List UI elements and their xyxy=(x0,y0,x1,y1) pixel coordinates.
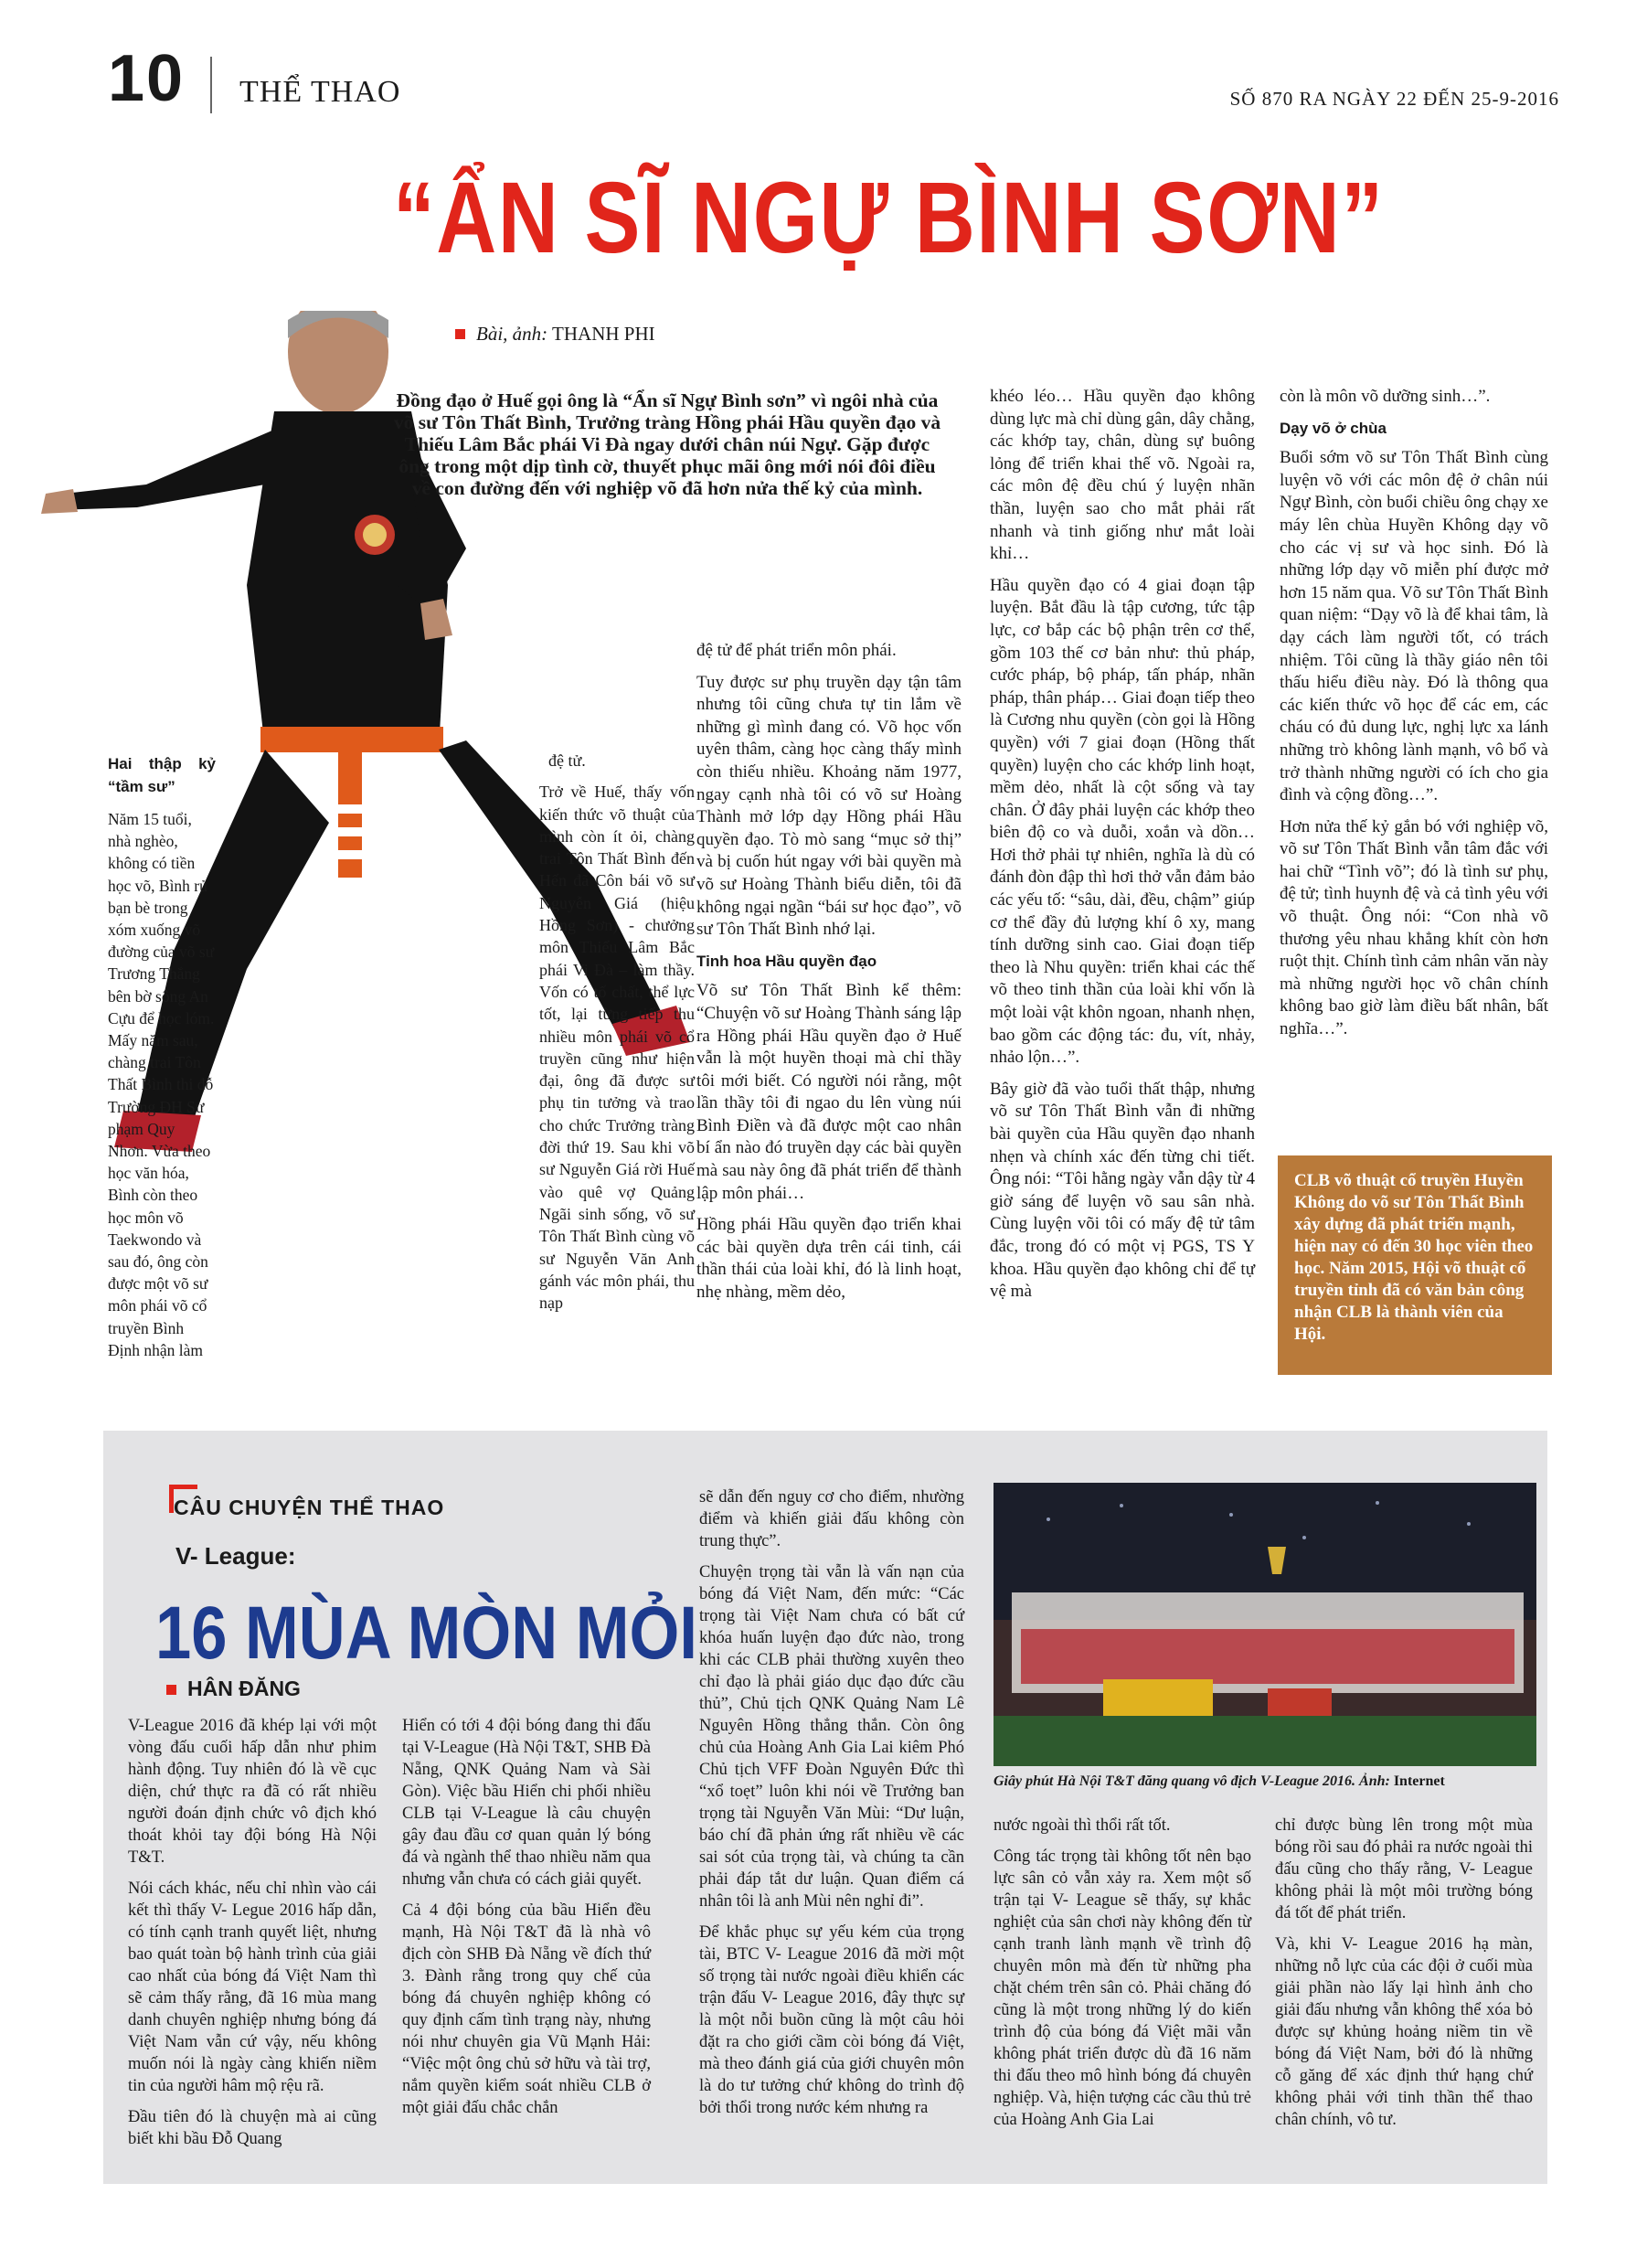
story-column-4 xyxy=(994,1815,1251,2140)
paragraph: Hiển có tới 4 đội bóng đang thi đấu tại V-League (Hà Nội T&T, SHB Đà Nẵng, QNK Quảng Nam và Sài Gòn). Việc bầu Hiển chi phối nhiều CLB tại V-League là câu chuyện gây đau đầu cơ quan quản lý bóng đá và ngành thể thao nhiều năm qua nhưng vẫn chưa có cách giải quyết. xyxy=(402,1717,651,1889)
article-title: “ẨN SĨ NGỰ BÌNH SƠN” xyxy=(393,162,1385,274)
paragraph: Đầu tiên đó là chuyện mà ai cũng biết khi bầu Đỗ Quang xyxy=(128,2108,377,2148)
paragraph: Công tác trọng tài không tốt nên bạo lực sân cỏ vẫn xảy ra. Xem một số trận tại V- League sẽ thấy, sự khắc nghiệt của sân chơi này không đến từ cạnh tranh lành mạnh về trình độ chuyên môn mà đến từ những pha chặt chém trên sân cỏ. Phải chăng đó cũng là một trong những lý do kiến trình độ của bóng đá Việt mãi vẫn không phát triển được dù đã 16 năm thi đấu theo mô hình bóng đá chuyên nghiệp. Và, hiện tượng các cầu thủ trẻ của Hoàng Anh Gia Lai xyxy=(994,1847,1251,2129)
header-divider xyxy=(210,57,212,113)
paragraph: Hầu quyền đạo có 4 giai đoạn tập luyện. Bắt đầu là tập cương, tức tập lực, cơ bắp các bộ phận trên cơ thể, gồm 103 thế cơ bản như: thủ pháp, cước pháp, bộ pháp, tấn pháp, nhãn pháp, thân pháp… Giai đoạn tiếp theo là Cương nhu quyền (còn gọi là Hồng quyền) với 7 giai đoạn (Hồng thất quyền) luyện cho các khớp linh hoạt, mềm dẻo, nhất là cột sống và tay chân. Ở đây phải luyện các khớp theo biên độ co và duỗi, xoắn và dồn… Hơi thở phải tự nhiên, nghĩa là dù có đánh đòn đập thì hơi thở vẫn đảm bảo các yếu tố: “sâu, dài, đều, chậm” giúp cơ thể đầy đủ lượng khí ô xy, mang tính dưỡng sinh cao. Giai đoạn tiếp theo là Nhu quyền: triển khai các thế võ theo tinh thần của loài khỉ vốn là một loài vật khôn ngoan, nhanh nhẹn, bao gồm các động tác: đu, vít, nhảy, nhảo lộn…”. xyxy=(990,575,1255,1068)
byline-prefix: Bài, ảnh: xyxy=(476,323,548,345)
column-1-text xyxy=(108,808,216,1370)
bullet-square-icon xyxy=(166,1685,176,1695)
paragraph: Hồng phái Hầu quyền đạo triển khai các bài quyền dựa trên cái tinh, cái thần thái của loài khỉ, đó là linh hoạt, nhẹ nhàng, mềm dẻo, xyxy=(696,1215,962,1303)
column-4 xyxy=(990,386,1255,1313)
story-column-1 xyxy=(128,1715,377,2159)
column-3 xyxy=(696,640,962,1314)
paragraph: V-League 2016 đã khép lại với một vòng đấu cuối hấp dẫn như phim hành động. Tuy nhiên đó là về cục diện, chứ thực ra đã có rất nhiều người đoán định chức vô địch khó thoát khỏi tay đội bóng Hà Nội T&T. xyxy=(128,1717,377,1867)
paragraph: Năm 15 tuổi, nhà nghèo, không có tiền học võ, Bình rủ bạn bè trong xóm xuống võ đường của võ sư Trương Thắng bên bờ sông An Cựu để học lóm. Mấy năm sau, chàng trai Tôn Thất Bình thi đỗ Trường ĐH Sư phạm Quy Nhơn. Vừa theo học văn hóa, Bình còn theo học môn võ Taekwondo và sau đó, ông còn được một võ sư môn phái võ cổ truyền Bình Định nhận làm xyxy=(108,810,215,1359)
page-number: 10 xyxy=(108,42,186,115)
subheading-tinh-hoa: Tinh hoa Hầu quyền đạo xyxy=(696,952,877,970)
story-author xyxy=(166,1677,301,1701)
column-2 xyxy=(393,750,695,1323)
paragraph: Để khắc phục sự yếu kém của trọng tài, BTC V- League 2016 đã mời một số trọng tài nước ngoài điều khiển các trận đấu V- League 2016, đây thực sự là một nỗi buồn cũng là một câu hỏi đặt ra cho giới cầm còi bóng đá Việt, mà theo đánh giá của giới chuyên môn là do tư tưởng chứ không do trình độ bởi thổi trong nước kém nhưng ra xyxy=(699,1923,964,2117)
paragraph: Buổi sớm võ sư Tôn Thất Bình cùng luyện võ với các môn đệ ở chân núi Ngự Bình, còn buổi chiều ông chạy xe máy lên chùa Huyền Không dạy võ cho các vị sư và học sinh. Đó là những lớp dạy võ miễn phí được mở hơn 15 năm qua. Võ sư Tôn Thất Bình quan niệm: “Dạy võ là để khai tâm, là dạy cách làm người tốt, có trách nhiệm. Tôi cũng là thầy giáo nên tôi thấu hiểu điều này. Đó là thông qua các kiến thức võ học để các em, các cháu có đủ dung lực, nghị lực xa lánh những trò không lành mạnh, vô bổ và trở thành những người có ích cho gia đình và cộng đồng…”. xyxy=(1280,448,1548,805)
column-5 xyxy=(1280,386,1548,1050)
paragraph: Cả 4 đội bóng của bầu Hiển đều mạnh, Hà Nội T&T đã là nhà vô địch còn SHB Đà Nẵng về đích thứ 3. Đành rằng trong quy chế của bóng đá chuyên nghiệp không có quy định cấm tình trạng này, nhưng nói như chuyên gia Vũ Mạnh Hải: “Việc một ông chủ sở hữu và tài trợ, nắm quyền kiểm soát nhiều CLB ở một giải đấu chắc chắn xyxy=(402,1901,651,2117)
caption-text: Giây phút Hà Nội T&T đăng quang vô địch V-League 2016. Ảnh: xyxy=(994,1773,1390,1789)
paragraph: Hơn nửa thế kỷ gắn bó với nghiệp võ, võ sư Tôn Thất Bình vẫn tâm đắc với hai chữ “Tình võ”; đó là tình sư phụ, đệ tử; tình huynh đệ và cả tình yêu với võ thuật. Ông nói: “Con nhà võ thương yêu nhau khẳng khít còn hơn ruột thịt. Chính tình cảm nhân văn này mà những người học võ chân chính không bao giờ làm điều bất nhân, bất nghĩa…”. xyxy=(1280,816,1548,1039)
story-headline: 16 MÙA MÒN MỎI xyxy=(155,1592,697,1675)
paragraph: Chuyện trọng tài vẫn là vấn nạn của bóng đá Việt Nam, đến mức: “Các trọng tài Việt Nam chưa có bất cứ khóa huấn luyện đạo đức nào, trong khi các CLB phải thường xuyên theo chỉ đạo là phải giáo dục đạo đức cầu thủ”, Chủ tịch QNK Quảng Nam Lê Nguyên Hồng thẳng thắn. Còn ông chủ của Hoàng Anh Gia Lai kiêm Phó Chủ tịch VFF Đoàn Nguyên Đức thì “xổ toẹt” luôn khi nói về Trưởng ban trọng tài Nguyễn Văn Mùi: “Dư luận, báo chí đã phản ứng rất nhiều về các sai sót của trọng tài, và chúng ta cần phải đáp tắt dư luận. Quan điểm cá nhân tôi là anh Mùi nên nghỉ đi”. xyxy=(699,1563,964,1911)
story-column-5 xyxy=(1275,1815,1533,2140)
paragraph: chỉ được bùng lên trong một mùa bóng rồi sau đó phải ra nước ngoài thi đấu cũng cho thấy rằng, V- League không phải là một môi trường bóng đá tốt để phát triển. xyxy=(1275,1816,1533,1922)
paragraph: Tuy được sư phụ truyền dạy tận tâm nhưng tôi cũng chưa tự tin lắm về những gì mình đang có. Võ học vốn uyên thâm, càng học càng thấy mình còn thiếu nhiều. Khoảng năm 1977, ngay cạnh nhà tôi có võ sư Hoàng Thành mở lớp dạy Hồng phái Hầu quyền đạo. Tò mò sang “mục sở thị” và bị cuốn hút ngay với bài quyền mà võ sư Hoàng Thành biểu diễn, tôi đã không ngại ngần “bái sư học đạo”, võ sư Tôn Thất Bình nhớ lại. xyxy=(696,672,962,940)
paragraph: đệ tử để phát triển môn phái. xyxy=(696,641,897,660)
paragraph: đệ tử. xyxy=(548,751,586,770)
paragraph: Trở về Huế, thấy vốn kiến thức võ thuật của mình còn ít ỏi, chàng trai Tôn Thất Bình đến Hến đã Côn bái võ sư Nguyễn Giá (hiệu Hồng Sơn) - chưởng môn Thiếu Lâm Bắc phái Vi Đà – làm thầy. Vốn có tố chất, thể lực tốt, lại từng tiếp thu nhiều môn phái võ cổ truyền cũng như hiện đại, ông đã được sư phụ tin tưởng và trao cho chức Trưởng tràng đời thứ 19. Sau khi võ sư Nguyễn Giá rời Huế vào quê vợ Quảng Ngãi sinh sống, võ sư Tôn Thất Bình cùng võ sư Nguyễn Văn Anh gánh vác môn phái, thu nạp xyxy=(539,783,695,1313)
author-name: HÂN ĐĂNG xyxy=(187,1677,301,1700)
caption-source: Internet xyxy=(1393,1773,1445,1789)
subheading-tam-su: Hai thập kỷ “tầm sư” xyxy=(108,755,216,795)
story-column-3 xyxy=(699,1486,964,2128)
paragraph: khéo léo… Hầu quyền đạo không dùng lực mà chỉ dùng gân, dây chằng, các khớp tay, chân, dùng sự buông lỏng để triển khai thế võ. Ngoài ra, các môn đệ đều chú ý luyện nhãn thần, luyện sao cho mắt phải rất nhanh và tinh giống như mắt loài khỉ… xyxy=(990,387,1255,564)
paragraph: sẽ dẫn đến nguy cơ cho điểm, nhường điểm và khiến giải đấu không còn trung thực”. xyxy=(699,1488,964,1550)
section-name: THỂ THAO xyxy=(239,75,401,109)
story-kicker: CÂU CHUYỆN THỂ THAO xyxy=(174,1496,445,1519)
paragraph: Và, khi V- League 2016 hạ màn, những nỗ lực của các đội ở cuối mùa giải phần nào lấy lại hình ảnh cho giải đấu nhưng vẫn không thể xóa bỏ được sự khủng hoảng niềm tin về bóng đá Việt Nam, bởi đó là những cỗ găng để xác định thứ hạng chứ không phải với tinh thần thể thao chân chính, vô tư. xyxy=(1275,1935,1533,2129)
paragraph: còn là môn võ dưỡng sinh…”. xyxy=(1280,387,1491,406)
column-1 xyxy=(108,750,216,805)
issue-info: SỐ 870 RA NGÀY 22 ĐẾN 25-9-2016 xyxy=(1229,88,1559,110)
story-overline: V- League: xyxy=(175,1542,296,1570)
paragraph: nước ngoài thì thổi rất tốt. xyxy=(994,1816,1171,1835)
paragraph: Bây giờ đã vào tuổi thất thập, nhưng võ sư Tôn Thất Bình vẫn đi những bài quyền của Hầu quyền đạo nhanh nhẹn và chính xác đến từng chi tiết. Ông nói: “Tôi hằng ngày vẫn dậy từ 4 giờ sáng để luyện võ sau sân nhà. Cùng luyện või tôi có mấy đệ tử tâm đắc, trong đó có một vị PGS, TS Y khoa. Hầu quyền đạo không chỉ để tự vệ mà xyxy=(990,1079,1255,1302)
lead-paragraph: Đồng đạo ở Huế gọi ông là “Ẩn sĩ Ngự Bình sơn” vì ngôi nhà của võ sư Tôn Thất Bình, Trưởng tràng Hồng phái Hầu quyền đạo và Thiếu Lâm Bắc phái Vi Đà ngay dưới chân núi Ngự. Gặp được ông trong một dịp tình cờ, thuyết phục mãi ông mới nói đôi điều về con đường đến với nghiệp võ đã hơn nửa thế kỷ của mình. xyxy=(393,389,941,499)
paragraph: Võ sư Tôn Thất Bình kể thêm: “Chuyện võ sư Hoàng Thành sáng lập ra Hồng phái Hầu quyền đạo ở Huế vẫn là một huyền thoại mà chỉ thầy tôi mới biết. Có người nói rằng, một lần thầy tôi đi ngao du lên vùng núi Bình Điền và đã được một cao nhân bí ẩn nào đó truyền dạy các bài quyền mà sau này ông đã phát triển để thành lập môn phái… xyxy=(696,981,962,1203)
subheading-day-vo: Dạy võ ở chùa xyxy=(1280,419,1387,437)
photo-caption xyxy=(994,1773,1542,1790)
team-celebration-photo xyxy=(994,1483,1536,1766)
paragraph: Nói cách khác, nếu chỉ nhìn vào cái kết thì thấy V- Legue 2016 hấp dẫn, có tính cạnh tranh quyết liệt, nhưng bao quát toàn bộ hành trình của giải cao nhất của bóng đá Việt Nam thì sẽ cảm thấy rằng, đã 16 mùa mang danh chuyên nghiệp nhưng bóng đá Việt Nam vẫn cứ vậy, nếu không muốn nói là ngày càng khiến niềm tin của người hâm mộ rệu rã. xyxy=(128,1879,377,2095)
story-column-2 xyxy=(402,1715,651,2128)
byline-name: THANH PHI xyxy=(552,323,655,345)
club-note-box: CLB võ thuật cổ truyền Huyền Không do võ sư Tôn Thất Bình xây dựng đã phát triển mạnh, hiện nay có đến 30 học viên theo học. Năm 2015, Hội võ thuật cổ truyền tỉnh đã có văn bản công nhận CLB là thành viên của Hội. xyxy=(1278,1155,1552,1375)
